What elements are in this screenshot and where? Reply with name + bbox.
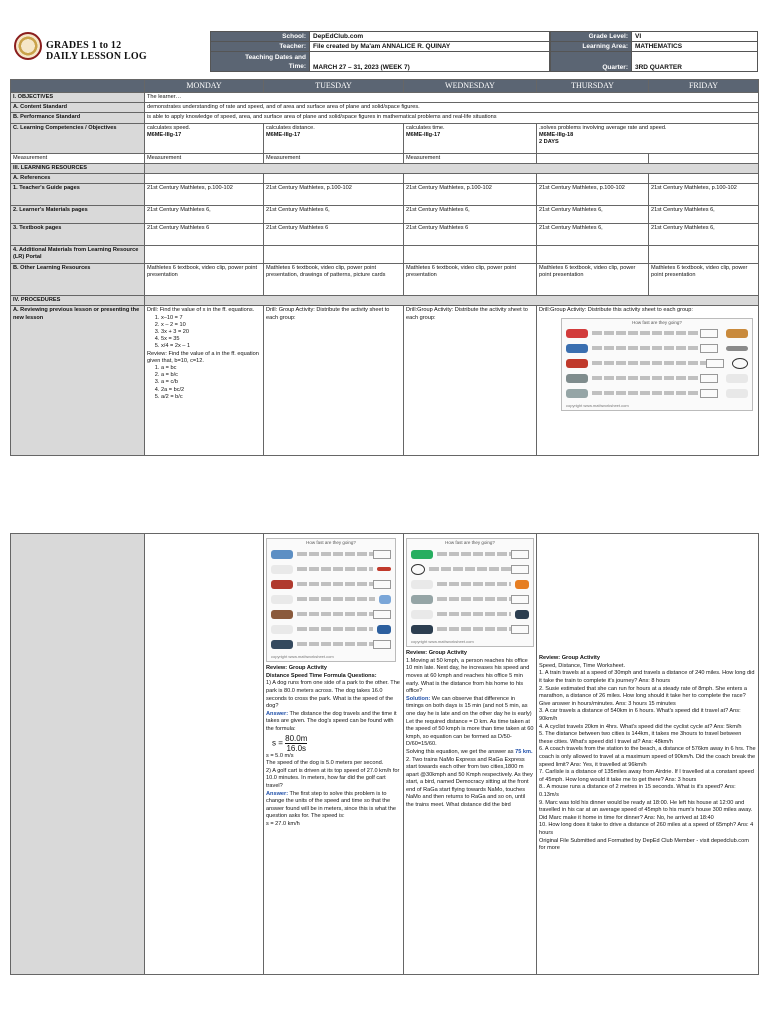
thu-worksheet-item: 8.. A mouse runs a distance of 2 metres in 15 seconds. What is it's speed? Ans: 0.13m/s xyxy=(539,784,736,798)
worksheet-row xyxy=(562,341,752,356)
equation-item: 5. a/2 = b/c xyxy=(161,394,261,401)
drill-mon-intro: Drill: Find the value of x in the ff. equations. xyxy=(147,307,255,314)
worksheet-row xyxy=(562,356,752,371)
comp-wed-text: calculates time. xyxy=(406,124,445,131)
tb-tue: 21st Century Mathletes 6 xyxy=(264,224,404,246)
header-info-left xyxy=(210,31,550,72)
blank-icon xyxy=(271,595,293,604)
equation-item: 5. x/4 = 2x – 1 xyxy=(161,343,261,350)
refs-fri xyxy=(649,174,759,184)
worksheet-title: How fast are they going? xyxy=(445,540,495,545)
tue-answer-2: The first step to solve this problem is to change the units of the speed and time so that the answer found will be in meters, since this is what the question asks for. The speed is: xyxy=(266,790,396,820)
worksheet-row xyxy=(267,547,395,562)
row-procedures: IV. PROCEDURES xyxy=(11,296,145,306)
worksheet-row xyxy=(267,622,395,637)
equation-item: 4. 2a = bc/2 xyxy=(161,387,261,394)
title-line-2: DAILY LESSON LOG xyxy=(46,51,147,62)
am-tue xyxy=(264,246,404,264)
comp-thursday xyxy=(537,123,759,153)
penny-farthing-icon xyxy=(411,564,425,575)
lm-wed: 21st Century Mathletes 6, xyxy=(404,206,537,224)
equation-item: 2. x – 2 = 10 xyxy=(161,322,261,329)
snowmobile-icon xyxy=(271,640,293,649)
content-standard-value: demonstrates understanding of rate and speed, and of area and surface area of plane and solid/space figures. xyxy=(145,103,759,113)
review-tuesday xyxy=(264,534,404,975)
quarter-value: 3RD QUARTER xyxy=(632,52,758,72)
am-fri xyxy=(649,246,759,264)
thu-worksheet-item: 5. The distance between two cities is 144km, it takes me 3hours to travel between these cities. What's speed did I travel at? Ans: 48km/h xyxy=(539,731,742,745)
boat-icon xyxy=(566,374,588,383)
wed-problem-1: 1.Moving at 50 kmph, a person reaches his office 10 min late. Next day, he increases his speed and moves at 60 kmph and reaches his office 5 min early. What is the distance from his home to his office? xyxy=(406,657,530,695)
header-info-right xyxy=(550,31,758,72)
tue-review-subtitle: Distance Speed Time Formula Questions: xyxy=(266,672,377,679)
bicycle-icon xyxy=(732,358,748,369)
row-teachers-guide: 1. Teacher's Guide pages xyxy=(11,184,145,206)
grade-label: Grade Level: xyxy=(551,32,632,42)
comp-tuesday xyxy=(264,123,404,153)
thu-worksheet-item: 6. A coach travels from the station to the beach, a distance of 576km away in 6 hrs. The coach is only allowed to travel at a maximum speed of 90km/h. Did the coach break the speed limit? Ans: Yes, it travelled at 96km/h xyxy=(539,746,756,768)
thu-worksheet-item: 9. Marc was told his dinner would be ready at 18:00. He left his house at 12:00 and travelled in his car at an average speed of 45mph to his mum's house 300 miles away. Did Marc make it home in time for dinner? Ans: No, he arrived at 18:40 xyxy=(539,799,753,821)
measurement-thu xyxy=(537,153,649,163)
worksheet-row xyxy=(267,607,395,622)
performance-standard-value: is able to apply knowledge of speed, area, and surface area of plane and solid/space figures in mathematical problems and real-life situations xyxy=(145,113,759,123)
comp-mon-code: M6ME-IIIg-17 xyxy=(147,131,182,138)
proc-span xyxy=(145,296,759,306)
golf-cart-icon xyxy=(566,389,588,398)
lesson-log-page-1 xyxy=(0,0,768,470)
school-value: DepEdClub.com xyxy=(310,32,550,42)
worksheet-row xyxy=(267,637,395,652)
motorbike-icon xyxy=(515,610,529,619)
camel-icon xyxy=(726,329,748,338)
worksheet-row xyxy=(407,607,533,622)
am-mon xyxy=(145,246,264,264)
formula-denominator: 16.0s xyxy=(286,743,307,753)
tue-question-2: 2) A golf cart is driven at its top speed of 27.0 km/h for 10.0 minutes. In meters, how far did the golf cart travel? xyxy=(266,767,400,789)
comp-thu-text: .solves problems involving average rate and speed. xyxy=(539,124,667,131)
thu-review-title: Review: Group Activity xyxy=(539,655,601,662)
equation-item: 4. 5x = 35 xyxy=(161,336,261,343)
worksheet-title: How fast are they going? xyxy=(306,540,356,545)
tue-calc: s = 5.0 m/s xyxy=(266,752,294,759)
tb-mon: 21st Century Mathletes 6 xyxy=(145,224,264,246)
row-textbook: 3. Textbook pages xyxy=(11,224,145,246)
blank-icon xyxy=(411,580,433,589)
blank-icon xyxy=(726,374,748,383)
train-icon xyxy=(377,625,391,634)
drill-mon-review: Review: Find the value of a in the ff. equation given that, b=10, c=12. xyxy=(147,350,259,364)
worksheet-row xyxy=(407,547,533,562)
area-label: Learning Area: xyxy=(551,42,632,52)
wed-answer: 75 km. xyxy=(515,748,533,755)
tg-mon: 21st Century Mathletes, p.100-102 xyxy=(145,184,264,206)
row-performance-standard: B. Performance Standard xyxy=(11,113,145,123)
drill-tuesday: Drill: Group Activity: Distribute the activity sheet to each group: xyxy=(264,306,404,456)
tue-result: The speed of the dog is 5.0 meters per second. xyxy=(266,760,384,767)
footprints-icon xyxy=(379,595,391,604)
worksheet-row xyxy=(267,577,395,592)
rocket-icon xyxy=(726,346,748,351)
row-objectives: I. OBJECTIVES xyxy=(11,93,145,103)
continued-left-cell xyxy=(11,534,145,975)
refs-tue xyxy=(264,174,404,184)
tue-question-1: 1) A dog runs from one side of a park to the other. The park is 80.0 meters across. The dog takes 16.0 seconds to cross the park. What is the speed of the dog? xyxy=(266,680,400,710)
comp-thu-code: M6ME-IIIg-18 xyxy=(539,131,574,138)
dates-label xyxy=(211,52,310,72)
tb-thu: 21st Century Mathletes 6, xyxy=(537,224,649,246)
day-tuesday: TUESDAY xyxy=(264,80,404,93)
corner-cell xyxy=(11,80,145,93)
plane-icon xyxy=(566,344,588,353)
equation-item: 1. x–10 = 7 xyxy=(161,315,261,322)
tue-answer-1: The distance the dog travels and the time it takes are given. The dog's speed can be found with the formula: xyxy=(266,710,397,732)
lm-fri: 21st Century Mathletes 6, xyxy=(649,206,759,224)
lm-thu: 21st Century Mathletes 6, xyxy=(537,206,649,224)
refs-wed xyxy=(404,174,537,184)
worksheet-row xyxy=(562,326,752,341)
row-reviewing: A. Reviewing previous lesson or presenting the new lesson xyxy=(11,306,145,456)
lesson-grid xyxy=(10,79,759,456)
jet-icon xyxy=(377,567,391,571)
row-measurement: Measurement xyxy=(11,153,145,163)
row-learning-resources: III. LEARNING RESOURCES xyxy=(11,163,145,173)
tractor-icon xyxy=(411,625,433,634)
thu-review-subtitle: Speed, Distance, Time Worksheet. xyxy=(539,662,626,669)
formula-lhs: s = xyxy=(272,738,283,748)
sled-icon xyxy=(271,610,293,619)
helicopter-icon xyxy=(515,580,529,589)
thu-worksheet-item: 7. Carlisle is a distance of 135miles away from Airdrie. If I travelled at a constant speed of 45mph. How long would it take me to get there? Ans: 3 hours xyxy=(539,769,754,783)
thu-worksheet-item: 10. How long does it take to drive a distance of 260 miles at a speed of 65mph? Ans: 4 hours xyxy=(539,822,754,836)
tg-fri: 21st Century Mathletes, p.100-102 xyxy=(649,184,759,206)
tg-tue: 21st Century Mathletes, p.100-102 xyxy=(264,184,404,206)
wed-solution-label: Solution: xyxy=(406,695,431,702)
row-competencies: C. Learning Competencies / Objectives xyxy=(11,123,145,153)
day-wednesday: WEDNESDAY xyxy=(404,80,537,93)
worksheet-row xyxy=(407,577,533,592)
day-header-row xyxy=(11,80,759,93)
tb-fri: 21st Century Mathletes 6, xyxy=(649,224,759,246)
wed-problem-2: 2. Two trains NaMo Express and RaGa Express start towards each other from two cities,1800 m apart @30kmph and 50 Kmph respectively. As they start, a bird, named Democracy sitting at the front end of RaGa start flying towards NaMo, touches NaMo and then returns to RaGa and so on, until the trains meet. What distance did the bird xyxy=(406,756,533,809)
snail-icon xyxy=(411,595,433,604)
row-other-resources: B. Other Learning Resources xyxy=(11,264,145,296)
olr-mon: Mathletes 6 textbook, video clip, power point presentation xyxy=(145,264,264,296)
thu-footer-note: Original File Submitted and Formatted by DepEd Club Member - visit depedclub.com for more xyxy=(539,837,749,852)
measurement-fri xyxy=(649,153,759,163)
worksheet-row xyxy=(407,562,533,577)
continued-monday xyxy=(145,534,264,975)
olr-thu: Mathletes 6 textbook, video clip, power point presentation xyxy=(537,264,649,296)
dates-value: MARCH 27 – 31, 2023 (WEEK 7) xyxy=(310,52,550,72)
drill-monday xyxy=(145,306,264,456)
thu-worksheet-item: 4. A cyclist travels 20km in 4hrs. What's speed did the cyclist cycle at? Ans: 5km/h xyxy=(539,723,742,730)
comp-tue-text: calculates distance. xyxy=(266,124,315,131)
wednesday-worksheet-image xyxy=(406,538,534,647)
olr-fri: Mathletes 6 textbook, video clip, power point presentation xyxy=(649,264,759,296)
dates-label-line1: Teaching Dates and xyxy=(245,53,306,61)
blank-icon xyxy=(411,610,433,619)
day-friday: FRIDAY xyxy=(649,80,759,93)
teacher-value: File created by Ma'am ANNALICE R. QUINAY xyxy=(310,42,550,52)
car-icon xyxy=(566,329,588,338)
comp-monday xyxy=(145,123,264,153)
formula-numerator: 80.0m xyxy=(285,733,308,743)
comp-wednesday xyxy=(404,123,537,153)
worksheet-copyright: copyright www.mathworksheet.com xyxy=(271,653,334,659)
equation-item: 3. 3x + 3 = 20 xyxy=(161,329,261,336)
am-thu xyxy=(537,246,649,264)
row-additional-materials: 4. Additional Materials from Learning Resource (LR) Portal xyxy=(11,246,145,264)
tb-wed: 21st Century Mathletes 6 xyxy=(404,224,537,246)
olr-tue: Mathletes 6 textbook, video clip, power point presentation, drawings of patterns, picture cards xyxy=(264,264,404,296)
tue-answer-label: Answer: xyxy=(266,710,289,717)
worksheet-row xyxy=(562,371,752,386)
blank-icon xyxy=(271,565,293,574)
row-learners-materials: 2. Learner's Materials pages xyxy=(11,206,145,224)
worksheet-title: How fast are they going? xyxy=(632,319,682,325)
row-content-standard: A. Content Standard xyxy=(11,103,145,113)
worksheet-row xyxy=(407,622,533,637)
day-thursday: THURSDAY xyxy=(537,80,649,93)
comp-mon-text: calculates speed. xyxy=(147,124,191,131)
refs-thu xyxy=(537,174,649,184)
tg-thu: 21st Century Mathletes, p.100-102 xyxy=(537,184,649,206)
worksheet-row xyxy=(407,592,533,607)
worksheet-row xyxy=(267,592,395,607)
am-wed xyxy=(404,246,537,264)
quarter-label: Quarter: xyxy=(551,52,632,72)
equation-item: 1. a = bc xyxy=(161,365,261,372)
objectives-value: The learner… xyxy=(145,93,759,103)
worksheet-row xyxy=(562,386,752,401)
drill-wednesday: Drill:Group Activity: Distribute the activity sheet to each group: xyxy=(404,306,537,456)
lesson-grid-continued xyxy=(10,533,759,975)
wed-review-title: Review: Group Activity xyxy=(406,650,468,657)
comp-thu-days: 2 DAYS xyxy=(539,139,559,146)
lr-span xyxy=(145,163,759,173)
area-value: MATHEMATICS xyxy=(632,42,758,52)
tuesday-worksheet-image xyxy=(266,538,396,662)
review-thursday xyxy=(537,534,759,975)
worksheet-copyright: copyright www.mathworksheet.com xyxy=(566,402,629,408)
teacher-label: Teacher: xyxy=(211,42,310,52)
school-label: School: xyxy=(211,32,310,42)
wed-solution: We can observe that difference in timings on both days is 15 min (and not 5 min, as one day he is late and on the other day he is early) xyxy=(406,695,532,717)
tg-wed: 21st Century Mathletes, p.100-102 xyxy=(404,184,537,206)
lm-mon: 21st Century Mathletes 6, xyxy=(145,206,264,224)
blank-icon xyxy=(726,389,748,398)
lm-tue: 21st Century Mathletes 6, xyxy=(264,206,404,224)
olr-wed: Mathletes 6 textbook, video clip, power point presentation xyxy=(404,264,537,296)
tue-answer-label-2: Answer: xyxy=(266,790,289,797)
thu-worksheet-item: 1. A train travels at a speed of 30mph and travels a distance of 240 miles. How long did it take the train to complete it's journey? Ans: 8 hours xyxy=(539,670,755,685)
refs-mon xyxy=(145,174,264,184)
wed-equation-text: Let the required distance = D km. As time taken at the speed of 50 kmph is more than time taken at 60 kmph, so equation can be formed as D/50-D/60=15/60. xyxy=(406,718,534,748)
dates-label-line2: Time: xyxy=(288,62,306,70)
worksheet-row xyxy=(267,562,395,577)
thu-worksheet-item: 3. A car travels a distance of 540km in 6 hours. What's speed did it travel at? Ans: 90km/h xyxy=(539,708,741,723)
blank-icon xyxy=(271,625,293,634)
measurement-mon: Measurement xyxy=(145,153,264,163)
shoe-icon xyxy=(271,550,293,559)
lesson-log-page-2 xyxy=(0,533,768,975)
equation-item: 2. a = b/c xyxy=(161,372,261,379)
bus-icon xyxy=(566,359,588,368)
day-monday: MONDAY xyxy=(145,80,264,93)
grade-value: VI xyxy=(632,32,758,42)
title-line-1: GRADES 1 to 12 xyxy=(46,40,122,51)
measurement-wed: Measurement xyxy=(404,153,537,163)
deped-seal-icon xyxy=(14,32,42,60)
drill-thu-text: Drill:Group Activity: Distribute this activity sheet to each group: xyxy=(539,307,693,314)
measurement-tue: Measurement xyxy=(264,153,404,163)
row-references: A. References xyxy=(11,174,145,184)
document-title xyxy=(46,40,147,62)
comp-tue-code: M6ME-IIIg-17 xyxy=(266,131,301,138)
tue-answer-2-end: s = 27.0 km/h xyxy=(266,820,300,827)
thu-worksheet-item: 2. Susie estimated that she can run for hours at a steady rate of 8mph. She enters a marathon, a distance of 26 miles. How long should it take her to complete the race? Give answer in hours/minutes. Ans: 3 hours 15 minutes xyxy=(539,685,748,707)
equation-item: 3. a = c/b xyxy=(161,379,261,386)
bus-icon xyxy=(271,580,293,589)
review-wednesday xyxy=(404,534,537,975)
tue-review-title: Review: Group Activity xyxy=(266,665,328,672)
speed-worksheet-image xyxy=(561,318,753,411)
comp-wed-code: M6ME-IIIg-17 xyxy=(406,131,441,138)
wed-answer-lead: Solving this equation, we get the answer as xyxy=(406,748,514,755)
worksheet-copyright: copyright www.mathworksheet.com xyxy=(411,638,474,644)
car-icon xyxy=(411,550,433,559)
drill-thursday xyxy=(537,306,759,456)
speed-formula xyxy=(266,734,401,753)
